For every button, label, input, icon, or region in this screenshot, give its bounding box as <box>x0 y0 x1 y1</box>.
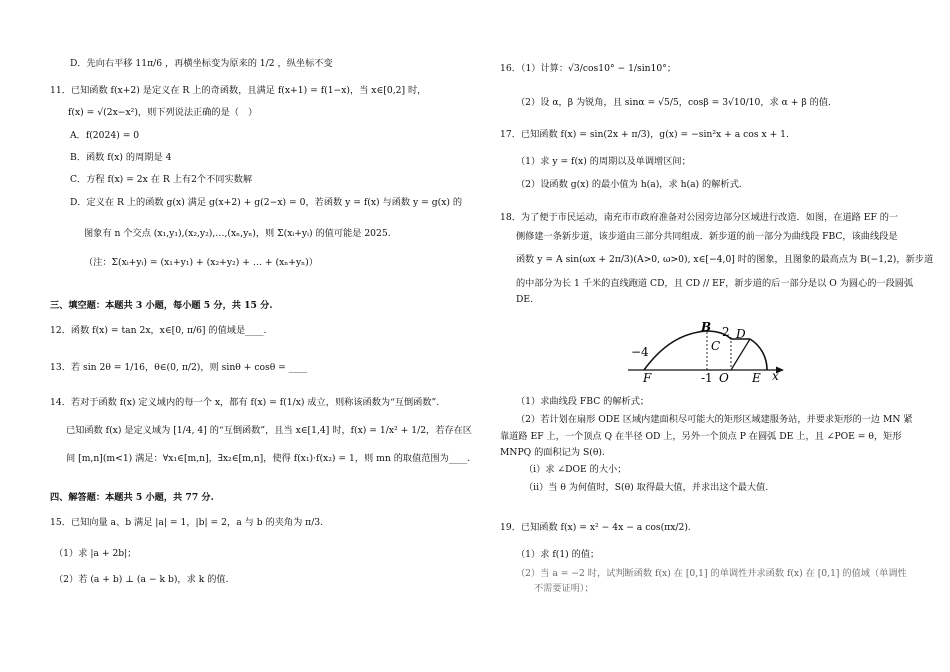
radius-od <box>731 339 750 370</box>
label-minus-1: -1 <box>701 371 713 384</box>
q14-line-3: 间 [m,n](m<1) 满足：∀x₁∈[m,n]，∃x₂∈[m,n]，使得 f(x₁)·f(x₂) = 1，则 mn 的取值范围为____. <box>66 453 471 464</box>
q18-part-1: （1）求曲线段 FBC 的解析式； <box>516 396 650 407</box>
q16-part-1: 16．（1）计算：√3/cos10° − 1/sin10°； <box>500 63 677 74</box>
q17-part-1: （1）求 y = f(x) 的周期以及单调增区间； <box>516 156 691 167</box>
q11-option-b: B．函数 f(x) 的周期是 4 <box>70 152 172 163</box>
q18-line-4: 的中部分为长 1 千米的直线跑道 CD，且 CD // EF，新步道的后一部分是以 O 为圆心的一段圆弧 <box>516 278 914 289</box>
label-x: x <box>772 369 779 383</box>
label-f: F <box>643 371 652 384</box>
q15-stem: 15．已知向量 a、b 满足 |a| = 1，|b| = 2，a 与 b 的夹角为 π/3. <box>50 517 324 528</box>
q17-part-2: （2）设函数 g(x) 的最小值为 h(a)，求 h(a) 的解析式. <box>516 179 742 190</box>
q14-line-1: 14．若对于函数 f(x) 定义域内的每一个 x，都有 f(x) = f(1/x) 成立，则称该函数为“互倒函数”. <box>50 397 440 408</box>
q11-option-d-2: 图象有 n 个交点 (x₁,y₁),(x₂,y₂),…,(xₙ,yₙ)，则 Σ(xᵢ+yᵢ) 的值可能是 2025. <box>84 228 391 239</box>
q18-part-2-c: MNPQ 的面积记为 S(θ). <box>500 447 605 458</box>
q11-option-d-1: D．定义在 R 上的函数 g(x) 满足 g(x+2) + g(2−x) = 0，若函数 y = f(x) 与函数 y = g(x) 的 <box>70 197 463 208</box>
q12: 12．函数 f(x) = tan 2x，x∈[0, π/6] 的值域是____. <box>50 325 267 336</box>
q11-option-c: C．方程 f(x) = 2x 在 R 上有2个不同实数解 <box>70 174 253 185</box>
section-3-heading: 三、填空题：本题共 3 小题，每小题 5 分，共 15 分. <box>50 300 273 311</box>
q18-line-3: 函数 y = A sin(ωx + 2π/3)(A>0, ω>0), x∈[−4,0] 时的图象，且图象的最高点为 B(−1,2)，新步道 <box>516 254 934 265</box>
arc-de <box>750 339 767 370</box>
q19-stem: 19．已知函数 f(x) = x² − 4x − a cos(πx/2). <box>500 522 691 533</box>
q14-line-2: 已知函数 f(x) 是定义域为 [1/4, 4] 的“互倒函数”，且当 x∈[1,4] 时，f(x) = 1/x² + 1/2，若存在区 <box>66 425 472 436</box>
label-c: C <box>711 339 721 353</box>
q18-line-1: 18．为了便于市民运动，南充市市政府准备对公园旁边部分区域进行改造．如图，在道路 EF 的一 <box>500 212 899 223</box>
label-minus-4: −4 <box>631 345 649 359</box>
label-2: 2 <box>722 325 730 339</box>
q15-part-2: （2）若 (a + b) ⊥ (a − k b)，求 k 的值. <box>54 574 229 585</box>
q18-sub-i: （i）求 ∠DOE 的大小； <box>524 464 627 475</box>
q18-line-2: 侧修建一条新步道，该步道由三部分共同组成．新步道的前一部分为曲线段 FBC，该曲线段是 <box>516 231 898 242</box>
q18-line-5: DE. <box>516 294 533 305</box>
q19-part-1: （1）求 f(1) 的值； <box>516 549 600 560</box>
q18-part-2-a: （2）若计划在扇形 ODE 区域内建面积尽可能大的矩形区域建服务站，并要求矩形的一边 MN 紧 <box>516 414 913 425</box>
q11-stem-2: f(x) = √(2x−x²)，则下列说法正确的是（ ） <box>68 107 258 118</box>
label-o: O <box>719 371 729 384</box>
q13: 13．若 sin 2θ = 1/16，θ∈(0, π/2)，则 sinθ + cosθ = ____ <box>50 362 308 373</box>
q16-part-2: （2）设 α，β 为锐角，且 sinα = √5/5，cosβ = 3√10/10，求 α + β 的值. <box>516 97 831 108</box>
q19-part-2-a: （2）当 a = −2 时，试判断函数 f(x) 在 [0,1] 的单调性并求函数 f(x) 在 [0,1] 的值域（单调性 <box>516 568 907 579</box>
q11-option-a: A．f(2024) = 0 <box>70 130 140 141</box>
q18-part-2-b: 靠道路 EF 上，一个顶点 Q 在半径 OD 上，另外一个顶点 P 在圆弧 DE 上，且 ∠POE = θ，矩形 <box>500 431 902 442</box>
label-d: D <box>736 327 746 341</box>
q11-note: （注：Σ(xᵢ+yᵢ) = (x₁+y₁) + (x₂+y₂) + … + (xₙ+yₙ)） <box>84 257 318 268</box>
label-e: E <box>752 371 761 384</box>
q18-figure <box>618 322 788 384</box>
q19-part-2-b: 不需要证明）； <box>534 583 594 594</box>
q15-part-1: （1）求 |a + 2b|； <box>54 548 137 559</box>
q11-stem: 11．已知函数 f(x+2) 是定义在 R 上的奇函数，且满足 f(x+1) = f(1−x)，当 x∈[0,2] 时， <box>50 85 427 96</box>
q17-stem: 17．已知函数 f(x) = sin(2x + π/3)，g(x) = −sin²x + a cos x + 1. <box>500 129 789 140</box>
section-4-heading: 四、解答题：本题共 5 小题，共 77 分. <box>50 492 214 503</box>
q18-sub-ii: （ii）当 θ 为何值时，S(θ) 取得最大值，并求出这个最大值. <box>524 482 769 493</box>
q10-option-d: D．先向右平移 11π/6 ，再横坐标变为原来的 1/2 ，纵坐标不变 <box>70 58 333 69</box>
label-b: B <box>701 322 712 334</box>
